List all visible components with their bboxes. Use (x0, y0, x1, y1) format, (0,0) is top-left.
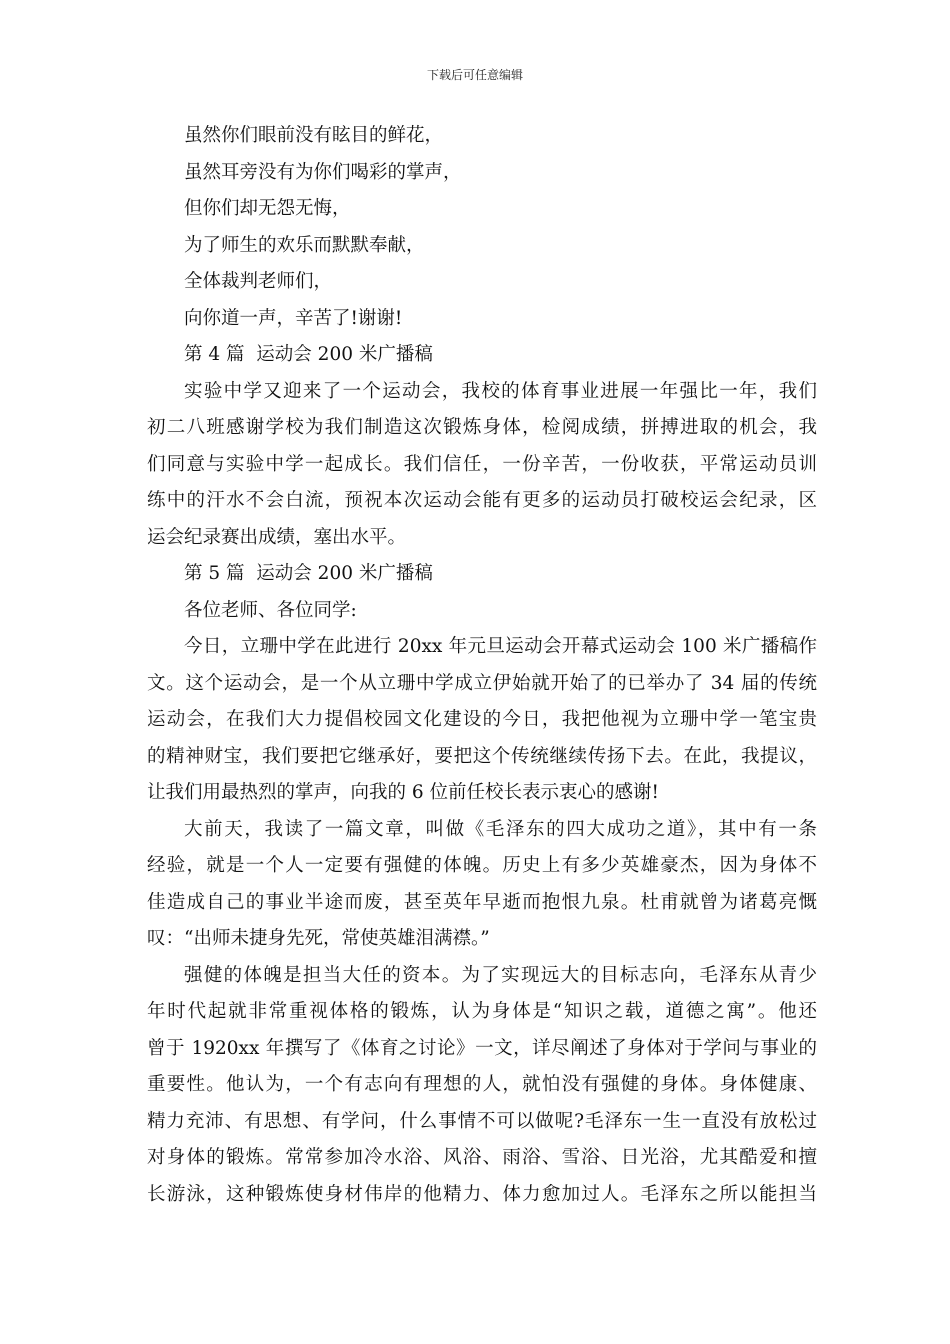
text-line: 曾于 1920xx 年撰写了《体育之讨论》一文，详尽阐述了身体对于学问与事业的 (147, 1037, 817, 1059)
text-line: 的精神财宝，我们要把它继承好，要把这个传统继续传扬下去。在此，我提议， (147, 745, 817, 767)
text-line: 年时代起就非常重视体格的锻炼，认为身体是“知识之载，道德之寓”。他还 (147, 1001, 817, 1022)
page-header: 下载后可任意编辑 (426, 68, 523, 82)
text-line: 练中的汗水不会白流，预祝本次运动会能有更多的运动员打破校运会纪录，区 (147, 490, 817, 511)
text-line: 但你们却无怨无悔， (184, 198, 351, 219)
text-line: 经验，就是一个人一定要有强健的体魄。历史上有多少英雄豪杰，因为身体不 (147, 855, 817, 876)
text-line: 各位老师、各位同学: (184, 599, 357, 621)
text-line: 大前天，我读了一篇文章，叫做《毛泽东的四大成功之道》，其中有一条 (184, 818, 817, 840)
text-line: 为了师生的欢乐而默默奉献， (184, 234, 425, 256)
text-line: 初二八班感谢学校为我们制造这次锻炼身体，检阅成绩，拼搏进取的机会，我 (147, 417, 817, 438)
text-line: 重要性。他认为，一个有志向有理想的人，就怕没有强健的身体。身体健康、 (147, 1074, 817, 1095)
text-line: 虽然你们眼前没有眩目的鲜花， (184, 125, 444, 146)
text-line: 强健的体魄是担当大任的资本。为了实现远大的目标志向，毛泽东从青少 (184, 964, 817, 986)
text-line: 运会纪录赛出成绩，塞出水平。 (147, 526, 407, 548)
text-line: 长游泳，这种锻炼使身材伟岸的他精力、体力愈加过人。毛泽东之所以能担当 (147, 1183, 817, 1205)
text-line: 让我们用最热烈的掌声，向我的 6 位前任校长表示衷心的感谢! (147, 782, 659, 803)
text-line: 对身体的锻炼。常常参加冷水浴、风浴、雨浴、雪浴、日光浴，尤其酷爱和擅 (147, 1147, 817, 1168)
text-line: 文。这个运动会，是一个从立珊中学成立伊始就开始了的已举办了 34 届的传统 (147, 672, 817, 694)
text-line: 精力充沛、有思想、有学问，什么事情不可以做呢?毛泽东一生一直没有放松过 (147, 1110, 817, 1132)
text-line: 虽然耳旁没有为你们喝彩的掌声， (184, 161, 462, 183)
text-line: 今日，立珊中学在此进行 20xx 年元旦运动会开幕式运动会 100 米广播稿作 (184, 636, 817, 657)
text-line: 运动会，在我们大力提倡校园文化建设的今日，我把他视为立珊中学一笔宝贵 (147, 709, 817, 730)
text-line: 实验中学又迎来了一个运动会，我校的体育事业进展一年强比一年，我们 (184, 380, 817, 402)
text-line: 佳造成自己的事业半途而废，甚至英年早逝而抱恨九泉。杜甫就曾为诸葛亮慨 (147, 891, 817, 913)
document-body (147, 118, 817, 1213)
text-line: 叹：“出师未捷身先死，常使英雄泪满襟。” (147, 928, 490, 949)
text-line: 第 5 篇 运动会 200 米广播稿 (184, 563, 433, 584)
text-line: 向你道一声，辛苦了!谢谢! (184, 307, 403, 329)
text-line: 们同意与实验中学一起成长。我们信任，一份辛苦，一份收获，平常运动员训 (147, 453, 817, 475)
text-line: 第 4 篇 运动会 200 米广播稿 (184, 344, 433, 365)
text-line: 全体裁判老师们， (184, 271, 333, 292)
